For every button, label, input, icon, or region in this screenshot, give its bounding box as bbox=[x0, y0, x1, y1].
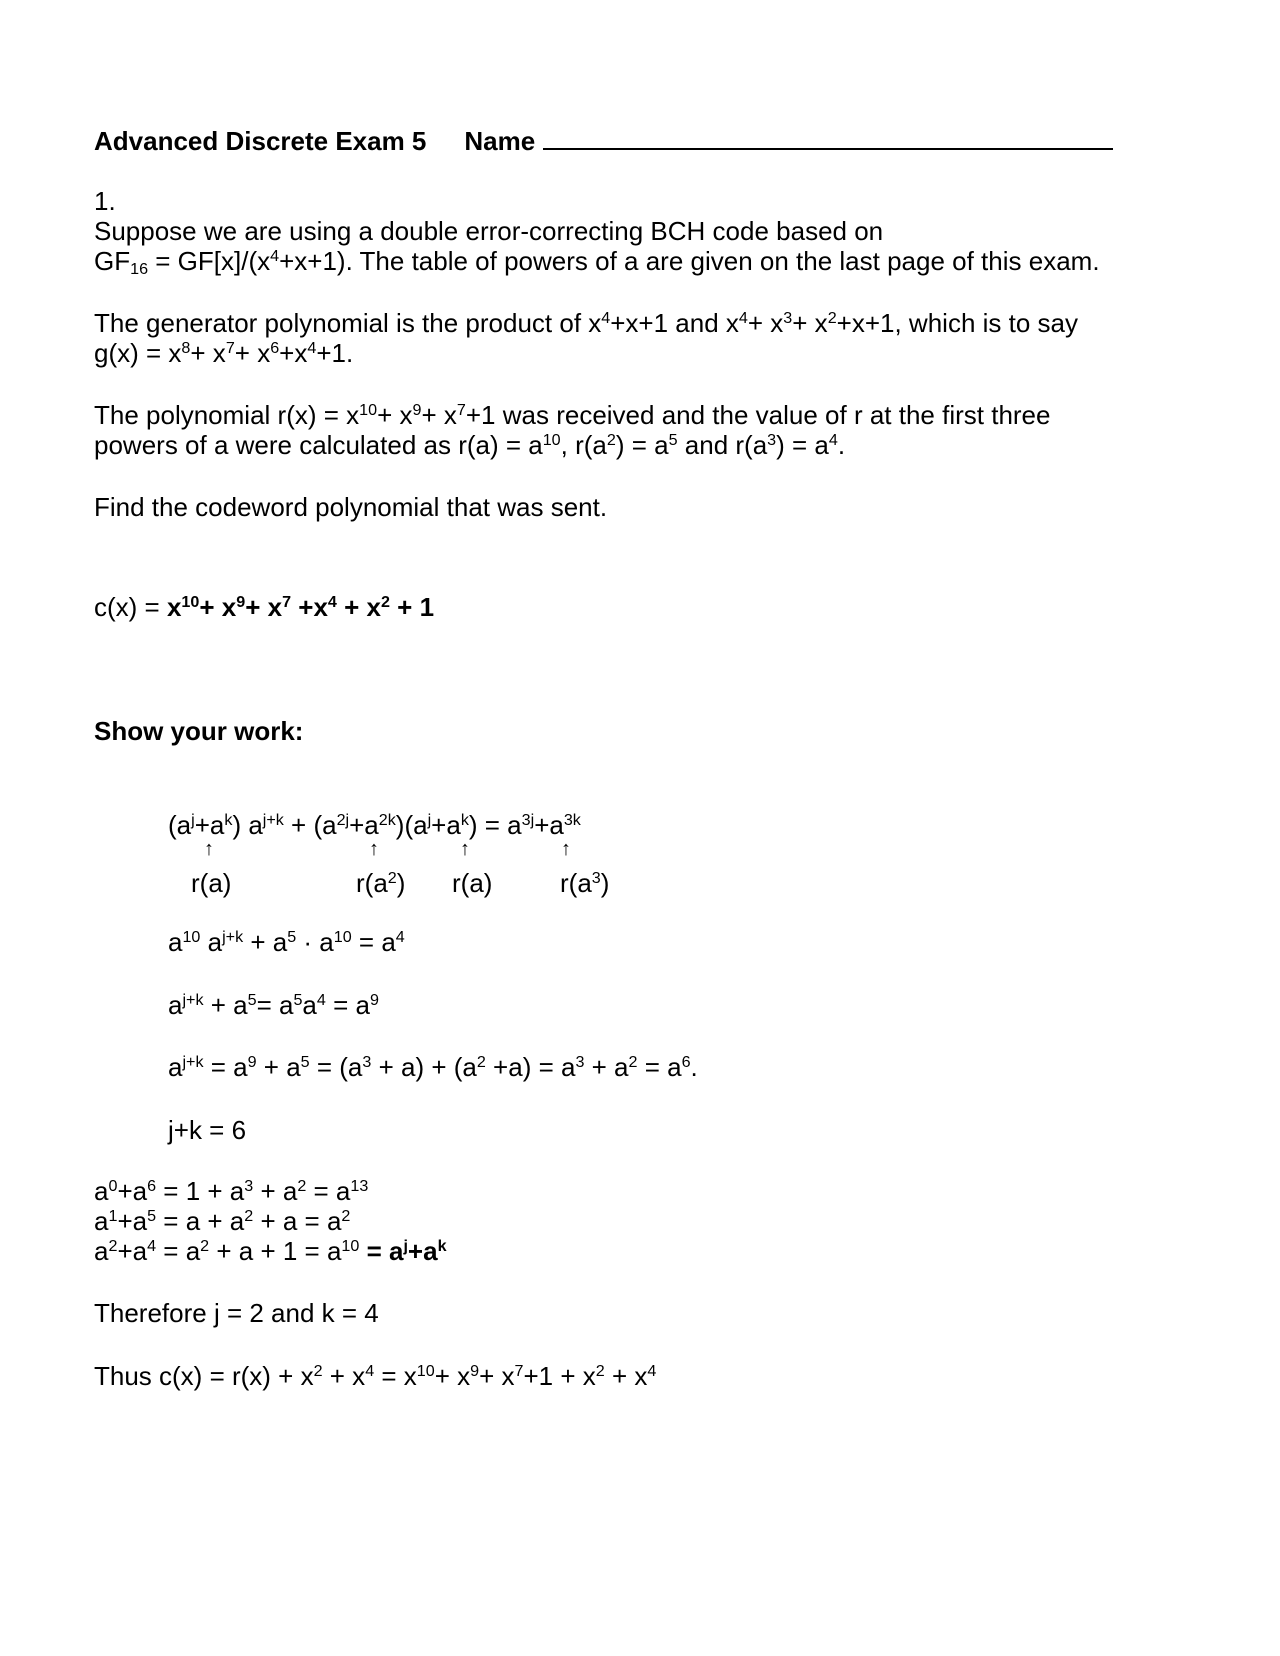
generator-line1: The generator polynomial is the product of $x^4+x+1$ and $x^4+ x^3+ x^2+x+1$, which is to say bbox=[94, 308, 1078, 338]
work-step4: j+k = 6 bbox=[168, 1115, 247, 1145]
label-r-a3: $r(a^3)$ bbox=[560, 868, 610, 898]
problem-number: 1. bbox=[94, 186, 116, 216]
pair-check-1: $a^0+a^6 = 1 + a^3 + a^2 = a^{13}$ bbox=[94, 1176, 369, 1206]
work-step3: $a^{j+k} = a^9 + a^5 = (a^3 + a) + (a^2 +a) = a^3 + a^2 = a^6$. bbox=[168, 1052, 698, 1082]
generator-polynomial: $g(x) = x^8+ x^7+ x^6+x^4+1$. bbox=[94, 338, 354, 368]
work-step2: $a^{j+k} + a^5= a^5a^4 = a^9$ bbox=[168, 990, 379, 1020]
therefore-line: Therefore j = 2 and k = 4 bbox=[94, 1298, 379, 1328]
pair-check-3: $a^2+a^4 = a^2 + a + 1 = a^{10} = a^j+a^k$ bbox=[94, 1236, 447, 1266]
received-line1: The polynomial $r(x) = x^{10}+ x^9+ x^7+1$ was received and the value of r at the first three bbox=[94, 400, 1051, 430]
label-r-a-second: r(a) bbox=[452, 868, 493, 898]
work-step1: $a^{10}$ $a^{j+k} + a^5 \cdot a^{10} = a^4$ bbox=[168, 927, 405, 957]
find-prompt: Find the codeword polynomial that was sent. bbox=[94, 492, 608, 522]
problem-intro-line2: $GF_{16} = GF[x]/(x^4+x+1)$. The table of powers of a are given on the last page of this exam. bbox=[94, 246, 1100, 279]
identity-equation: $(a^j+a^k) a^{j+k} + (a^{2j}+a^{2k})(a^j+a^k) = a^{3j}+a^{3k}$ bbox=[168, 810, 581, 840]
label-r-a2: $r(a^2)$ bbox=[356, 868, 406, 898]
exam-title: Advanced Discrete Exam 5 bbox=[94, 126, 427, 156]
arrow-icon: ↑ bbox=[369, 838, 379, 860]
thus-line: Thus $c(x) = r(x) + x^2 + x^4 = x^{10}+ x^9+ x^7+1 + x^2 + x^4$ bbox=[94, 1361, 657, 1391]
arrow-icon: ↑ bbox=[561, 838, 571, 860]
exam-header bbox=[94, 124, 1113, 156]
problem-intro-line1: Suppose we are using a double error-correcting BCH code based on bbox=[94, 216, 884, 246]
arrow-icon: ↑ bbox=[204, 838, 214, 860]
show-work-heading: Show your work: bbox=[94, 716, 304, 746]
arrow-icon: ↑ bbox=[460, 838, 470, 860]
name-label: Name bbox=[464, 126, 536, 156]
label-r-a: r(a) bbox=[191, 868, 232, 898]
name-blank bbox=[543, 124, 1113, 150]
pair-check-2: $a^1+a^5 = a + a^2 + a = a^2$ bbox=[94, 1206, 351, 1236]
codeword-answer: $c(x) = x^{10}+ x^9+ x^7 +x^4 + x^2 + 1$ bbox=[94, 592, 435, 622]
received-line2: powers of a were calculated as $r(a) = a^{10}$, $r(a^2) = a^5$ and $r(a^3) = a^4$. bbox=[94, 430, 846, 460]
